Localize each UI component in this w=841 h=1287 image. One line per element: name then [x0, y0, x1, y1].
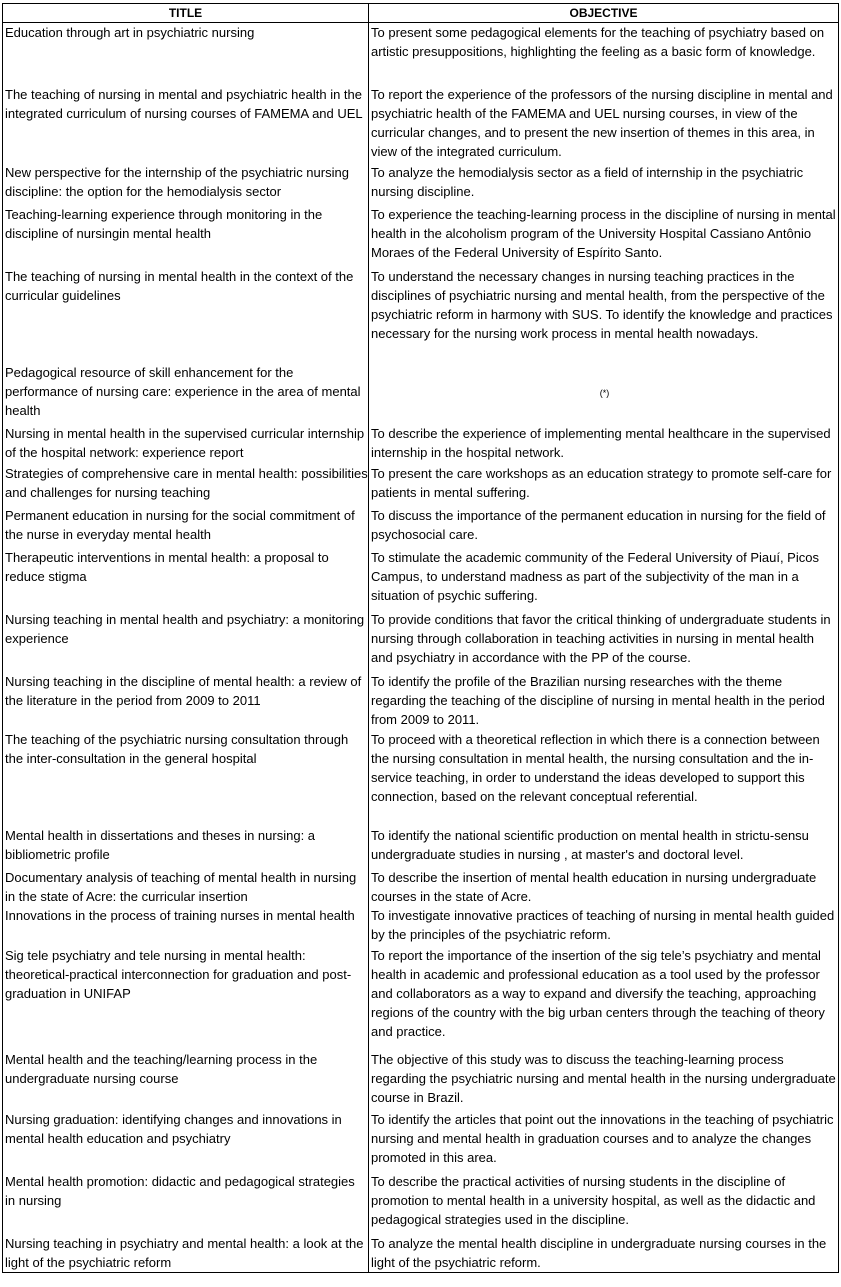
- title-cell: Sig tele psychiatry and tele nursing in mental health: theoretical-practical interconnection for graduation and post-graduation in UNIFAP: [3, 946, 369, 1050]
- table-row: [3, 946, 839, 1050]
- objective-cell: To identify the national scientific production on mental health in strictu-sensu undergraduate studies in nursing , at master's and doctoral level.: [369, 826, 839, 868]
- title-cell: New perspective for the internship of the psychiatric nursing discipline: the option for the hemodialysis sector: [3, 163, 369, 205]
- table-row: [3, 163, 839, 205]
- table-row: [3, 363, 839, 424]
- table-row: [3, 205, 839, 267]
- objective-cell: To investigate innovative practices of teaching of nursing in mental health guided by the principles of the psychiatric reform.: [369, 906, 839, 946]
- table-row: [3, 610, 839, 672]
- objective-cell: To provide conditions that favor the critical thinking of undergraduate students in nursing through collaboration in teaching activities in nursing in mental health and psychiatry in accordance with the PP of the course.: [369, 610, 839, 672]
- title-cell: Pedagogical resource of skill enhancement for the performance of nursing care: experience in the area of mental health: [3, 363, 369, 424]
- title-cell: The teaching of nursing in mental health in the context of the curricular guidelines: [3, 267, 369, 363]
- title-cell: Strategies of comprehensive care in mental health: possibilities and challenges for nursing teaching: [3, 464, 369, 506]
- objective-cell: To present some pedagogical elements for the teaching of psychiatry based on artistic presuppositions, highlighting the feeling as a basic form of knowledge.: [369, 23, 839, 85]
- objective-cell: To present the care workshops as an education strategy to promote self-care for patients in mental suffering.: [369, 464, 839, 506]
- title-cell: Permanent education in nursing for the social commitment of the nurse in everyday mental health: [3, 506, 369, 548]
- title-cell: Documentary analysis of teaching of mental health in nursing in the state of Acre: the curricular insertion: [3, 868, 369, 906]
- objective-cell: To identify the articles that point out the innovations in the teaching of psychiatric nursing and mental health in graduation courses and to analyze the changes promoted in this area.: [369, 1110, 839, 1172]
- table-row: [3, 424, 839, 464]
- table-row: [3, 730, 839, 826]
- table-row: [3, 1172, 839, 1234]
- title-cell: Innovations in the process of training nurses in mental health: [3, 906, 369, 946]
- objective-cell: To analyze the hemodialysis sector as a field of internship in the psychiatric nursing discipline.: [369, 163, 839, 205]
- table-header-row: [3, 4, 839, 23]
- title-cell: Nursing teaching in the discipline of mental health: a review of the literature in the period from 2009 to 2011: [3, 672, 369, 730]
- table-row: [3, 1234, 839, 1273]
- table-row: [3, 267, 839, 363]
- objective-cell: To report the importance of the insertion of the sig tele’s psychiatry and mental health in academic and professional education as a tool used by the professor and collaborators as a way to expand and diversify the teaching, approaching regions of the country with the big urban centers through the teaching of theory and practice.: [369, 946, 839, 1050]
- table-row: [3, 464, 839, 506]
- title-cell: Nursing teaching in psychiatry and mental health: a look at the light of the psychiatric reform: [3, 1234, 369, 1273]
- objective-cell: To report the experience of the professors of the nursing discipline in mental and psychiatric health of the FAMEMA and UEL nursing courses, in view of the curricular changes, and to present the new insertion of themes in this area, in view of the integrated curriculum.: [369, 85, 839, 163]
- table-row: [3, 1050, 839, 1110]
- table-row: [3, 548, 839, 610]
- table-row: [3, 1110, 839, 1172]
- objective-cell: To understand the necessary changes in nursing teaching practices in the disciplines of psychiatric nursing and mental health, from the perspective of the psychiatric reform in harmony with SUS. To identify the knowledge and practices necessary for the nursing work process in mental health nowadays.: [369, 267, 839, 363]
- objective-cell: To proceed with a theoretical reflection in which there is a connection between the nursing consultation in mental health, the nursing consultation and the in-service teaching, in order to understand the ideas developed to support this connection, based on the relevant conceptual referential.: [369, 730, 839, 826]
- objective-cell-footnote-marker: (*): [369, 363, 839, 424]
- objective-cell: To experience the teaching-learning process in the discipline of nursing in mental health in the alcoholism program of the University Hospital Cassiano Antônio Moraes of the Federal University of Espírito Santo.: [369, 205, 839, 267]
- title-cell: The teaching of nursing in mental and psychiatric health in the integrated curriculum of nursing courses of FAMEMA and UEL: [3, 85, 369, 163]
- objective-cell: To describe the practical activities of nursing students in the discipline of promotion to mental health in a university hospital, as well as the didactic and pedagogical strategies used in the discipline.: [369, 1172, 839, 1234]
- table-row: [3, 868, 839, 906]
- title-cell: Nursing in mental health in the supervised curricular internship of the hospital network: experience report: [3, 424, 369, 464]
- title-cell: The teaching of the psychiatric nursing consultation through the inter-consultation in the general hospital: [3, 730, 369, 826]
- objective-cell: To identify the profile of the Brazilian nursing researches with the theme regarding the teaching of the discipline of nursing in mental health in the period from 2009 to 2011.: [369, 672, 839, 730]
- title-cell: Therapeutic interventions in mental health: a proposal to reduce stigma: [3, 548, 369, 610]
- title-cell: Nursing graduation: identifying changes and innovations in mental health education and psychiatry: [3, 1110, 369, 1172]
- title-cell: Mental health promotion: didactic and pedagogical strategies in nursing: [3, 1172, 369, 1234]
- title-cell: Mental health and the teaching/learning process in the undergraduate nursing course: [3, 1050, 369, 1110]
- table-row: [3, 672, 839, 730]
- objective-column-header: OBJECTIVE: [369, 4, 839, 23]
- table-row: [3, 826, 839, 868]
- objective-cell: The objective of this study was to discuss the teaching-learning process regarding the psychiatric nursing and mental health in the nursing undergraduate course in Brazil.: [369, 1050, 839, 1110]
- studies-table-container: [2, 3, 838, 1273]
- title-column-header: TITLE: [3, 4, 369, 23]
- objective-cell: To discuss the importance of the permanent education in nursing for the field of psychosocial care.: [369, 506, 839, 548]
- table-row: [3, 23, 839, 85]
- title-cell: Mental health in dissertations and theses in nursing: a bibliometric profile: [3, 826, 369, 868]
- objective-cell: To describe the experience of implementing mental healthcare in the supervised internship in the hospital network.: [369, 424, 839, 464]
- studies-table: [2, 3, 839, 1273]
- title-cell: Teaching-learning experience through monitoring in the discipline of nursingin mental health: [3, 205, 369, 267]
- title-cell: Nursing teaching in mental health and psychiatry: a monitoring experience: [3, 610, 369, 672]
- table-row: [3, 85, 839, 163]
- table-row: [3, 506, 839, 548]
- table-row: [3, 906, 839, 946]
- title-cell: Education through art in psychiatric nursing: [3, 23, 369, 85]
- objective-cell: To analyze the mental health discipline in undergraduate nursing courses in the light of the psychiatric reform.: [369, 1234, 839, 1273]
- objective-cell: To describe the insertion of mental health education in nursing undergraduate courses in the state of Acre.: [369, 868, 839, 906]
- objective-cell: To stimulate the academic community of the Federal University of Piauí, Picos Campus, to understand madness as part of the subjectivity of the man in a situation of psychic suffering.: [369, 548, 839, 610]
